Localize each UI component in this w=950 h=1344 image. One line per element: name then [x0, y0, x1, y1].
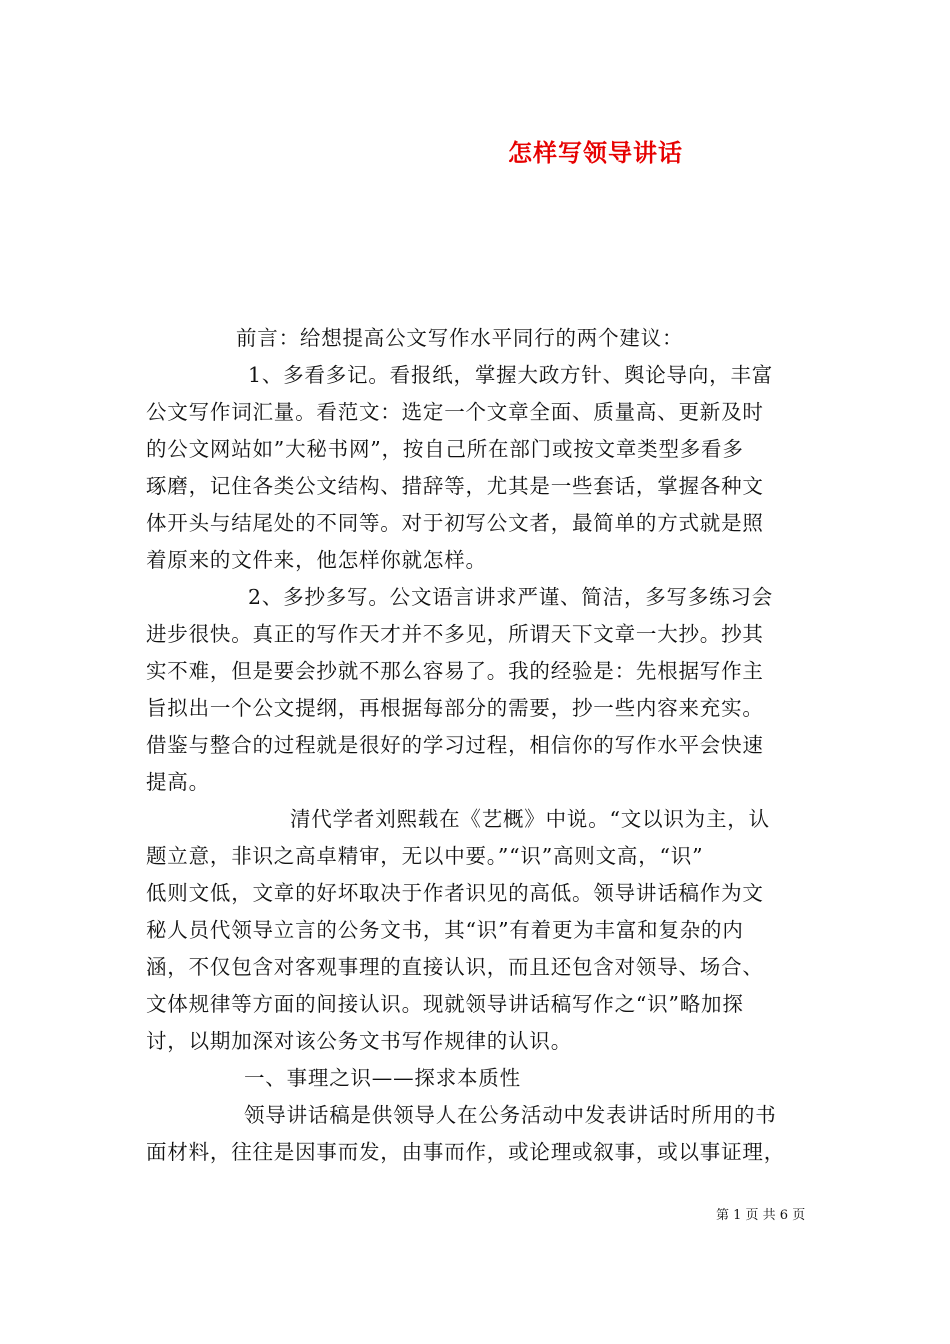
text-line: 2、多抄多写。公文语言讲求严谨、简洁，多写多练习会 [248, 585, 774, 609]
text-line: 涵，不仅包含对客观事理的直接认识，而且还包含对领导、场合、 [146, 955, 764, 979]
text-line: 着原来的文件来，他怎样你就怎样。 [146, 548, 487, 572]
text-line: 1、多看多记。看报纸，掌握大政方针、舆论导向，丰富 [248, 363, 774, 387]
text-line: 琢磨，记住各类公文结构、措辞等，尤其是一些套话，掌握各种文 [146, 474, 764, 498]
text-line: 借鉴与整合的过程就是很好的学习过程，相信你的写作水平会快速 [146, 733, 764, 757]
text-line: 低则文低，文章的好坏取决于作者识见的高低。领导讲话稿作为文 [146, 881, 764, 905]
text-line: 清代学者刘熙载在《艺概》中说。“文以识为主，认 [290, 807, 770, 831]
text-line: 实不难，但是要会抄就不那么容易了。我的经验是：先根据写作主 [146, 659, 764, 683]
text-line: 进步很快。真正的写作天才并不多见，所谓天下文章一大抄。抄其 [146, 622, 764, 646]
text-line: 题立意，非识之高卓精审，无以中要。”“识”高则文高，“识” [146, 844, 704, 868]
page-footer: 第 1 页 共 6 页 [716, 1208, 806, 1223]
text-line: 文体规律等方面的间接认识。现就领导讲话稿写作之“识”略加探 [146, 992, 744, 1016]
document-body [146, 320, 810, 1171]
text-line: 旨拟出一个公文提纲，再根据每部分的需要，抄一些内容来充实。 [146, 696, 764, 720]
text-line: 一、事理之识——探求本质性 [244, 1066, 521, 1090]
text-line: 体开头与结尾处的不同等。对于初写公文者，最简单的方式就是照 [146, 511, 764, 535]
text-line: 公文写作词汇量。看范文：选定一个文章全面、质量高、更新及时 [146, 400, 764, 424]
text-line: 前言：给想提高公文写作水平同行的两个建议： [236, 326, 684, 350]
text-line: 提高。 [146, 770, 210, 794]
text-line: 领导讲话稿是供领导人在公务活动中发表讲话时所用的书 [244, 1103, 777, 1127]
text-line: 面材料，往往是因事而发，由事而作，或论理或叙事，或以事证理， [146, 1140, 785, 1164]
text-line: 讨，以期加深对该公务文书写作规律的认识。 [146, 1029, 572, 1053]
text-line: 的公文网站如”大秘书网”，按自己所在部门或按文章类型多看多 [146, 437, 744, 461]
document-title: 怎样写领导讲话 [508, 138, 683, 167]
text-line: 秘人员代领导立言的公务文书，其“识”有着更为丰富和复杂的内 [146, 918, 744, 942]
